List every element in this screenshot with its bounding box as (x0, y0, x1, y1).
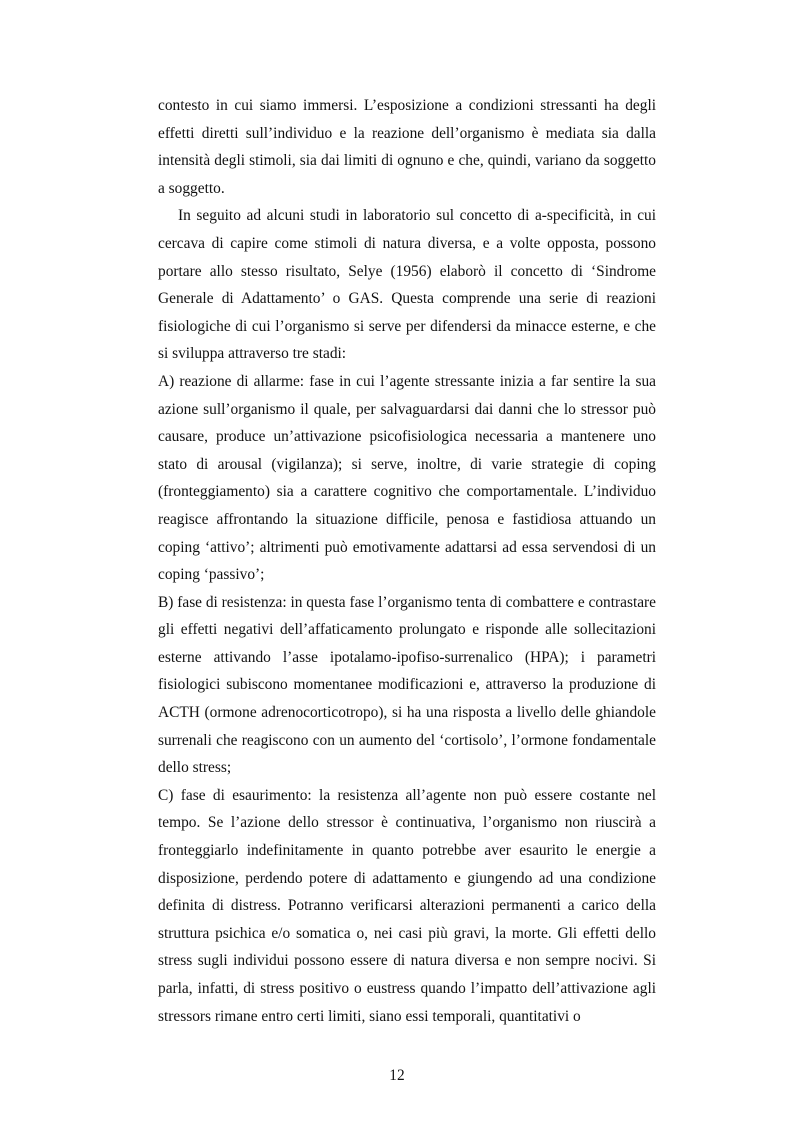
page-number: 12 (389, 1067, 405, 1084)
page-body (158, 92, 656, 1030)
paragraph-stage-a-alarm: A) reazione di allarme: fase in cui l’agente stressante inizia a far sentire la sua azione sull’organismo il quale, per salvaguardarsi dai danni che lo stressor può causare, produce un’attivazione psicofisiologica necessaria a mantenere uno stato di arousal (vigilanza); si serve, inoltre, di varie strategie di coping (fronteggiamento) sia a carattere cognitivo che comportamentale. L’individuo reagisce affrontando la situazione difficile, penosa e fastidiosa attuando un coping ‘attivo’; altrimenti può emotivamente adattarsi ad essa servendosi di un coping ‘passivo’; (158, 372, 656, 584)
paragraph-continuation: contesto in cui siamo immersi. L’esposizione a condizioni stressanti ha degli effetti diretti sull’individuo e la reazione dell’organismo è mediata sia dalla intensità degli stimoli, sia dai limiti di ognuno e che, quindi, variano da soggetto a soggetto. (158, 97, 656, 197)
paragraph-selye-gas: In seguito ad alcuni studi in laboratorio sul concetto di a-specificità, in cui cercava di capire come stimoli di natura diversa, e a volte opposta, possono portare allo stesso risultato, Selye (1956) elaborò il concetto di ‘Sindrome Generale di Adattamento’ o GAS. Questa comprende una serie di reazioni fisiologiche di cui l’organismo si serve per difendersi da minacce esterne, e che si sviluppa attraverso tre stadi: (158, 207, 656, 363)
paragraph-stage-b-resistance: B) fase di resistenza: in questa fase l’organismo tenta di combattere e contrastare gli effetti negativi dell’affaticamento prolungato e risponde alle sollecitazioni esterne attivando l’asse ipotalamo-ipofiso-surrenalico (HPA); i parametri fisiologici subiscono momentanee modificazioni e, attraverso la produzione di ACTH (ormone adrenocorticotropo), si ha una risposta a livello delle ghiandole surrenali che reagiscono con un aumento del ‘cortisolo’, l’ormone fondamentale dello stress; (158, 593, 657, 777)
paragraph-stage-c-exhaustion: C) fase di esaurimento: la resistenza all’agente non può essere costante nel tempo. Se l’azione dello stressor è continuativa, l’organismo non riuscirà a fronteggiarlo indefinitamente in quanto potrebbe aver esaurito le energie a disposizione, perdendo potere di adattamento e giungendo ad una condizione definita di distress. Potranno verificarsi alterazioni permanenti a carico della struttura psichica e/o somatica o, nei casi più gravi, la morte. Gli effetti dello stress sugli individui possono essere di natura diversa e non sempre nocivi. Si parla, infatti, di stress positivo o eustress quando l’impatto dell’attivazione agli stressors rimane entro certi limiti, siano essi temporali, quantitativi o (158, 786, 656, 1025)
